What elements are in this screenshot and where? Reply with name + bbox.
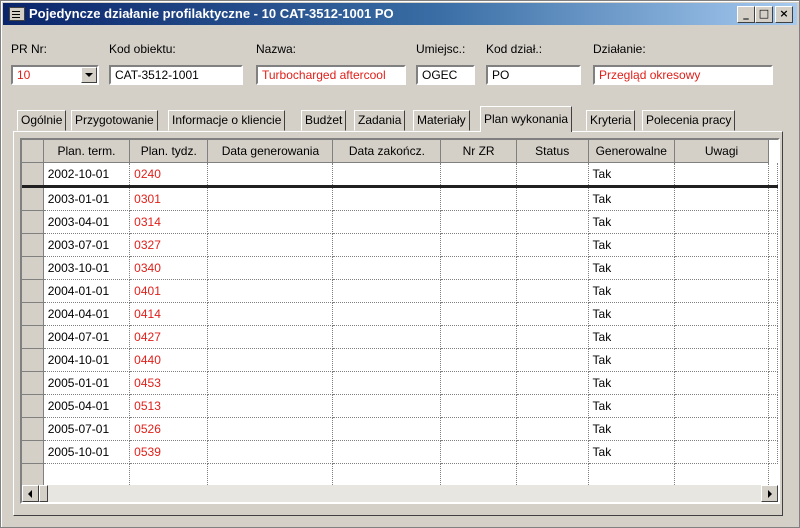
empty-cell[interactable] bbox=[333, 464, 441, 487]
umiejsc-label: Umiejsc.: bbox=[416, 42, 466, 56]
table-row[interactable] bbox=[22, 211, 778, 234]
nazwa-field[interactable]: Turbocharged aftercool bbox=[256, 65, 406, 85]
cell-filler bbox=[769, 395, 778, 418]
cell-data-zakoncz[interactable] bbox=[333, 372, 441, 395]
cell-plan-term[interactable]: 2005-04-01 bbox=[43, 395, 129, 418]
cell-filler bbox=[769, 326, 778, 349]
cell-uwagi[interactable] bbox=[675, 372, 769, 395]
cell-status[interactable] bbox=[516, 163, 588, 187]
table-row[interactable] bbox=[22, 418, 778, 441]
table-row[interactable] bbox=[22, 441, 778, 464]
cell-data-zakoncz[interactable] bbox=[333, 257, 441, 280]
form-icon[interactable] bbox=[9, 7, 25, 21]
tab-budzet[interactable]: Budżet bbox=[301, 110, 346, 131]
cell-generowalne[interactable]: Tak bbox=[588, 257, 675, 280]
cell-uwagi[interactable] bbox=[675, 257, 769, 280]
cell-status[interactable] bbox=[516, 187, 588, 211]
row-selector[interactable] bbox=[22, 349, 43, 372]
cell-status[interactable] bbox=[516, 211, 588, 234]
cell-uwagi[interactable] bbox=[675, 303, 769, 326]
cell-plan-term[interactable]: 2004-01-01 bbox=[43, 280, 129, 303]
cell-nr-zr[interactable] bbox=[441, 395, 516, 418]
cell-nr-zr[interactable] bbox=[441, 257, 516, 280]
cell-status[interactable] bbox=[516, 234, 588, 257]
cell-data-generowania[interactable] bbox=[208, 303, 333, 326]
table-row[interactable] bbox=[22, 349, 778, 372]
cell-data-zakoncz[interactable] bbox=[333, 326, 441, 349]
tab-informacje-o-kliencie[interactable]: Informacje o kliencie bbox=[168, 110, 285, 131]
minimize-button[interactable]: _ bbox=[737, 6, 755, 23]
cell-plan-tydz[interactable]: 0314 bbox=[130, 211, 208, 234]
cell-data-zakoncz[interactable] bbox=[333, 349, 441, 372]
empty-cell[interactable] bbox=[208, 464, 333, 487]
dzialanie-label: Działanie: bbox=[593, 42, 646, 56]
cell-nr-zr[interactable] bbox=[441, 372, 516, 395]
cell-nr-zr[interactable] bbox=[441, 187, 516, 211]
cell-uwagi[interactable] bbox=[675, 234, 769, 257]
cell-filler bbox=[769, 163, 778, 187]
pr-nr-select[interactable] bbox=[11, 65, 99, 85]
tab-przygotowanie[interactable]: Przygotowanie bbox=[71, 110, 158, 131]
cell-generowalne[interactable]: Tak bbox=[588, 441, 675, 464]
cell-generowalne[interactable]: Tak bbox=[588, 326, 675, 349]
col-data-zakoncz[interactable]: Data zakończ. bbox=[333, 140, 441, 163]
cell-plan-tydz[interactable]: 0453 bbox=[130, 372, 208, 395]
cell-generowalne[interactable]: Tak bbox=[588, 303, 675, 326]
cell-plan-term[interactable]: 2003-10-01 bbox=[43, 257, 129, 280]
cell-data-zakoncz[interactable] bbox=[333, 303, 441, 326]
col-plan-term[interactable]: Plan. term. bbox=[43, 140, 129, 163]
cell-uwagi[interactable] bbox=[675, 418, 769, 441]
cell-generowalne[interactable]: Tak bbox=[588, 418, 675, 441]
window-title: Pojedyncze działanie profilaktyczne - 10 CAT-3512-1001 PO bbox=[29, 6, 394, 21]
tab-kryteria[interactable]: Kryteria bbox=[586, 110, 635, 131]
umiejsc-field[interactable]: OGEC bbox=[416, 65, 475, 85]
cell-plan-tydz[interactable]: 0513 bbox=[130, 395, 208, 418]
cell-data-zakoncz[interactable] bbox=[333, 234, 441, 257]
cell-data-generowania[interactable] bbox=[208, 418, 333, 441]
cell-plan-tydz[interactable]: 0240 bbox=[130, 163, 208, 187]
cell-filler bbox=[769, 372, 778, 395]
cell-filler bbox=[769, 234, 778, 257]
cell-plan-tydz[interactable]: 0427 bbox=[130, 326, 208, 349]
cell-generowalne[interactable]: Tak bbox=[588, 395, 675, 418]
col-data-generowania[interactable]: Data generowania bbox=[208, 140, 333, 163]
cell-nr-zr[interactable] bbox=[441, 163, 516, 187]
table-row[interactable] bbox=[22, 234, 778, 257]
pr-nr-label: PR Nr: bbox=[11, 42, 47, 56]
cell-generowalne[interactable]: Tak bbox=[588, 280, 675, 303]
col-nr-zr[interactable]: Nr ZR bbox=[441, 140, 516, 163]
cell-data-generowania[interactable] bbox=[208, 280, 333, 303]
row-selector-header[interactable] bbox=[22, 140, 43, 163]
scroll-right-icon[interactable] bbox=[761, 485, 778, 502]
cell-plan-term[interactable]: 2003-01-01 bbox=[43, 187, 129, 211]
tab-zadania[interactable]: Zadania bbox=[354, 110, 405, 131]
row-selector[interactable] bbox=[22, 464, 43, 487]
table-row[interactable] bbox=[22, 257, 778, 280]
table-row[interactable] bbox=[22, 303, 778, 326]
cell-generowalne[interactable]: Tak bbox=[588, 163, 675, 187]
scroll-left-icon[interactable] bbox=[22, 485, 39, 502]
pr-nr-value: 10 bbox=[17, 68, 31, 82]
table-row[interactable] bbox=[22, 326, 778, 349]
row-selector[interactable] bbox=[22, 187, 43, 211]
cell-plan-tydz[interactable]: 0526 bbox=[130, 418, 208, 441]
cell-uwagi[interactable] bbox=[675, 349, 769, 372]
row-selector[interactable] bbox=[22, 418, 43, 441]
empty-cell[interactable] bbox=[441, 464, 516, 487]
cell-nr-zr[interactable] bbox=[441, 303, 516, 326]
cell-filler bbox=[769, 303, 778, 326]
cell-generowalne[interactable]: Tak bbox=[588, 187, 675, 211]
empty-cell[interactable] bbox=[43, 464, 129, 487]
cell-nr-zr[interactable] bbox=[441, 441, 516, 464]
cell-plan-term[interactable]: 2003-07-01 bbox=[43, 234, 129, 257]
cell-plan-term[interactable]: 2005-01-01 bbox=[43, 372, 129, 395]
cell-status[interactable] bbox=[516, 418, 588, 441]
cell-plan-term[interactable]: 2003-04-01 bbox=[43, 211, 129, 234]
cell-uwagi[interactable] bbox=[675, 395, 769, 418]
cell-filler bbox=[769, 280, 778, 303]
header-row bbox=[22, 140, 778, 163]
cell-filler bbox=[769, 257, 778, 280]
cell-status[interactable] bbox=[516, 257, 588, 280]
empty-cell[interactable] bbox=[130, 464, 208, 487]
cell-uwagi[interactable] bbox=[675, 211, 769, 234]
row-selector[interactable] bbox=[22, 326, 43, 349]
row-selector[interactable] bbox=[22, 303, 43, 326]
new-record-row[interactable] bbox=[22, 464, 778, 487]
plan-grid[interactable] bbox=[20, 138, 780, 504]
cell-nr-zr[interactable] bbox=[441, 211, 516, 234]
cell-data-zakoncz[interactable] bbox=[333, 187, 441, 211]
kod-dzial-label: Kod dział.: bbox=[486, 42, 543, 56]
cell-data-generowania[interactable] bbox=[208, 395, 333, 418]
tab-polecenia-pracy[interactable]: Polecenia pracy bbox=[642, 110, 735, 131]
cell-filler bbox=[769, 418, 778, 441]
cell-status[interactable] bbox=[516, 395, 588, 418]
row-selector[interactable] bbox=[22, 211, 43, 234]
cell-plan-tydz[interactable]: 0301 bbox=[130, 187, 208, 211]
row-selector[interactable] bbox=[22, 257, 43, 280]
table-row[interactable] bbox=[22, 372, 778, 395]
cell-status[interactable] bbox=[516, 326, 588, 349]
cell-data-generowania[interactable] bbox=[208, 372, 333, 395]
cell-nr-zr[interactable] bbox=[441, 349, 516, 372]
cell-nr-zr[interactable] bbox=[441, 234, 516, 257]
close-button[interactable]: × bbox=[775, 6, 793, 23]
cell-uwagi[interactable] bbox=[675, 280, 769, 303]
cell-plan-tydz[interactable]: 0340 bbox=[130, 257, 208, 280]
cell-uwagi[interactable] bbox=[675, 163, 769, 187]
cell-filler bbox=[769, 211, 778, 234]
cell-data-zakoncz[interactable] bbox=[333, 441, 441, 464]
row-selector[interactable] bbox=[22, 372, 43, 395]
cell-data-generowania[interactable] bbox=[208, 349, 333, 372]
cell-filler bbox=[769, 349, 778, 372]
horizontal-scrollbar[interactable] bbox=[22, 485, 778, 502]
plan-table bbox=[22, 140, 778, 487]
cell-nr-zr[interactable] bbox=[441, 418, 516, 441]
tab-ogolnie[interactable]: Ogólnie bbox=[17, 110, 66, 131]
cell-plan-tydz[interactable]: 0440 bbox=[130, 349, 208, 372]
col-plan-tydz[interactable]: Plan. tydz. bbox=[130, 140, 208, 163]
maximize-button[interactable]: □ bbox=[755, 6, 773, 23]
cell-status[interactable] bbox=[516, 441, 588, 464]
cell-uwagi[interactable] bbox=[675, 441, 769, 464]
cell-plan-tydz[interactable]: 0539 bbox=[130, 441, 208, 464]
table-row[interactable] bbox=[22, 187, 778, 211]
cell-status[interactable] bbox=[516, 280, 588, 303]
empty-cell[interactable] bbox=[675, 464, 769, 487]
cell-uwagi[interactable] bbox=[675, 187, 769, 211]
cell-data-generowania[interactable] bbox=[208, 257, 333, 280]
table-row[interactable] bbox=[22, 280, 778, 303]
row-selector[interactable] bbox=[22, 234, 43, 257]
cell-data-generowania[interactable] bbox=[208, 234, 333, 257]
cell-generowalne[interactable]: Tak bbox=[588, 234, 675, 257]
cell-plan-tydz[interactable]: 0401 bbox=[130, 280, 208, 303]
cell-plan-term[interactable]: 2002-10-01 bbox=[43, 163, 129, 187]
table-row[interactable] bbox=[22, 395, 778, 418]
row-selector[interactable] bbox=[22, 280, 43, 303]
cell-data-generowania[interactable] bbox=[208, 211, 333, 234]
cell-plan-tydz[interactable]: 0327 bbox=[130, 234, 208, 257]
dzialanie-field[interactable]: Przegląd okresowy bbox=[593, 65, 773, 85]
cell-data-generowania[interactable] bbox=[208, 163, 333, 187]
row-selector[interactable] bbox=[22, 395, 43, 418]
title-bar[interactable] bbox=[3, 3, 797, 25]
tab-plan-wykonania[interactable]: Plan wykonania bbox=[480, 106, 572, 132]
cell-nr-zr[interactable] bbox=[441, 280, 516, 303]
cell-generowalne[interactable]: Tak bbox=[588, 211, 675, 234]
cell-plan-term[interactable]: 2004-10-01 bbox=[43, 349, 129, 372]
cell-data-zakoncz[interactable] bbox=[333, 395, 441, 418]
cell-generowalne[interactable]: Tak bbox=[588, 372, 675, 395]
cell-uwagi[interactable] bbox=[675, 326, 769, 349]
cell-data-generowania[interactable] bbox=[208, 326, 333, 349]
cell-status[interactable] bbox=[516, 372, 588, 395]
cell-filler bbox=[769, 187, 778, 211]
row-selector[interactable] bbox=[22, 441, 43, 464]
cell-plan-term[interactable]: 2004-04-01 bbox=[43, 303, 129, 326]
col-status[interactable]: Status bbox=[516, 140, 588, 163]
empty-cell[interactable] bbox=[516, 464, 588, 487]
tab-materialy[interactable]: Materiały bbox=[413, 110, 470, 131]
kod-obiektu-label: Kod obiektu: bbox=[109, 42, 176, 56]
cell-data-zakoncz[interactable] bbox=[333, 418, 441, 441]
cell-status[interactable] bbox=[516, 303, 588, 326]
cell-nr-zr[interactable] bbox=[441, 326, 516, 349]
grid-body bbox=[22, 163, 778, 487]
cell-plan-term[interactable]: 2004-07-01 bbox=[43, 326, 129, 349]
cell-plan-tydz[interactable]: 0414 bbox=[130, 303, 208, 326]
nazwa-label: Nazwa: bbox=[256, 42, 297, 56]
cell-plan-term[interactable]: 2005-07-01 bbox=[43, 418, 129, 441]
col-uwagi[interactable]: Uwagi bbox=[675, 140, 769, 163]
cell-data-generowania[interactable] bbox=[208, 187, 333, 211]
cell-status[interactable] bbox=[516, 349, 588, 372]
cell-generowalne[interactable]: Tak bbox=[588, 349, 675, 372]
cell-data-zakoncz[interactable] bbox=[333, 163, 441, 187]
table-row[interactable] bbox=[22, 163, 778, 187]
cell-data-zakoncz[interactable] bbox=[333, 211, 441, 234]
chevron-down-icon[interactable] bbox=[81, 67, 97, 83]
row-selector[interactable] bbox=[22, 163, 43, 187]
kod-dzial-field[interactable]: PO bbox=[486, 65, 581, 85]
scroll-thumb[interactable] bbox=[39, 485, 48, 502]
cell-filler bbox=[769, 441, 778, 464]
col-generowalne[interactable]: Generowalne bbox=[588, 140, 675, 163]
cell-data-generowania[interactable] bbox=[208, 441, 333, 464]
empty-cell[interactable] bbox=[588, 464, 675, 487]
cell-plan-term[interactable]: 2005-10-01 bbox=[43, 441, 129, 464]
cell-data-zakoncz[interactable] bbox=[333, 280, 441, 303]
kod-obiektu-field[interactable]: CAT-3512-1001 bbox=[109, 65, 243, 85]
